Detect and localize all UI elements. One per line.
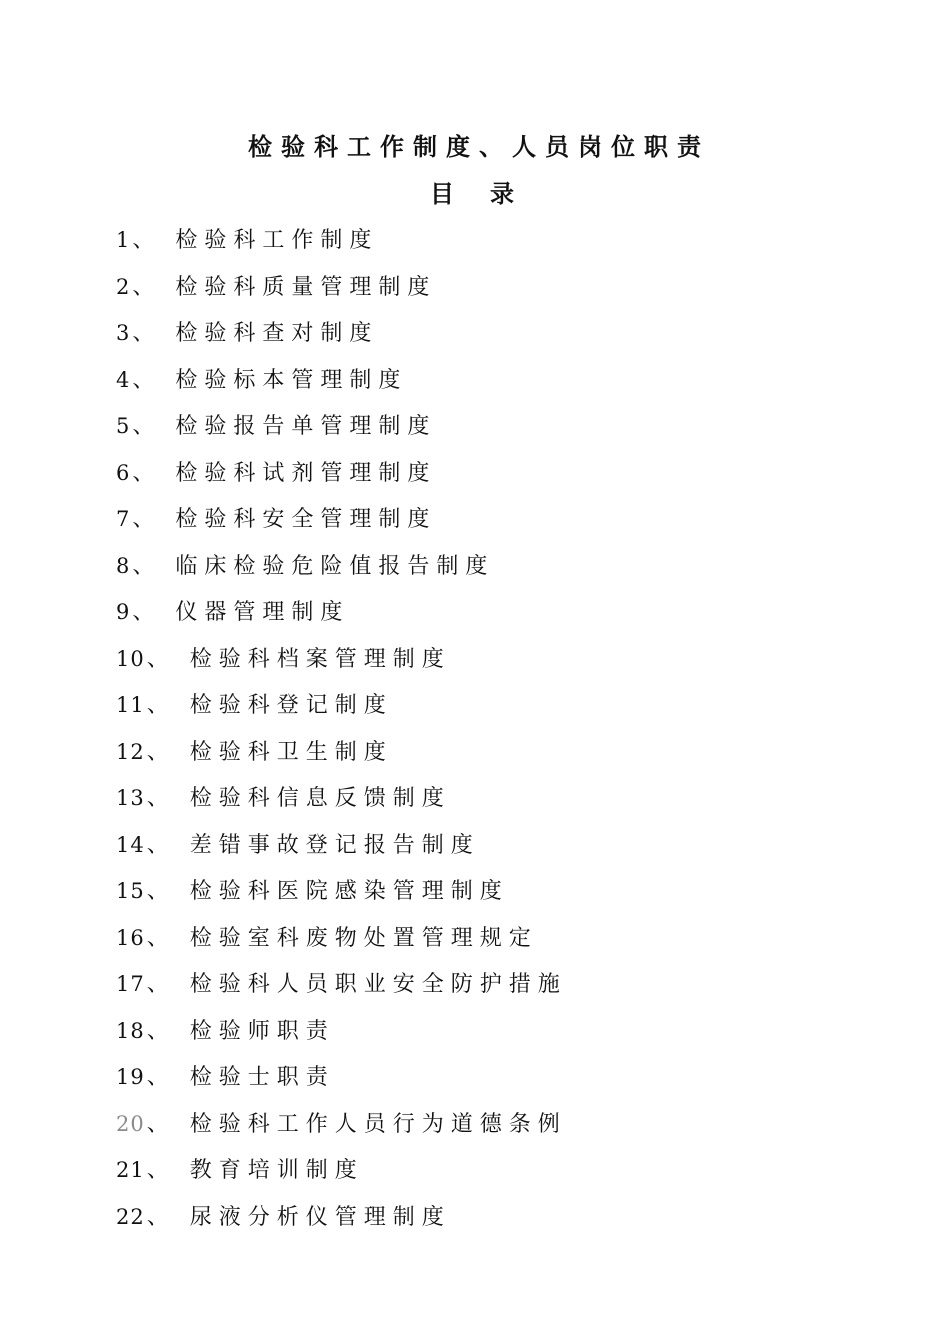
- toc-item-separator: 、: [132, 321, 162, 346]
- toc-item: [116, 313, 876, 360]
- toc-heading-left: 目: [430, 179, 454, 208]
- toc-item-number: 11: [116, 693, 145, 717]
- toc-item-number: 13: [116, 786, 145, 810]
- toc-item-separator: 、: [132, 553, 162, 579]
- toc-item-text: 检验士职责: [189, 1065, 335, 1090]
- toc-item-text: 尿液分析仪管理制度: [189, 1204, 451, 1230]
- toc-item-separator: 、: [132, 460, 162, 486]
- toc-item-number: 16: [116, 925, 145, 950]
- toc-item: [116, 592, 876, 639]
- toc-item-number: 15: [116, 879, 145, 903]
- toc-item-text: 检验科档案管理制度: [189, 646, 451, 672]
- toc-item-number: 20: [116, 1111, 145, 1136]
- toc-item-separator: 、: [146, 786, 176, 811]
- toc-item-text: 差错事故登记报告制度: [189, 832, 480, 858]
- toc-item-separator: 、: [132, 414, 162, 439]
- toc-item-separator: 、: [146, 1204, 176, 1230]
- toc-item-text: 检验科查对制度: [175, 321, 379, 346]
- toc-item-number: 22: [116, 1204, 145, 1229]
- toc-heading-right: 录: [490, 179, 514, 208]
- toc-item-text: 教育培训制度: [189, 1158, 364, 1183]
- toc-item-number: 5: [116, 414, 131, 438]
- toc-item-number: 6: [116, 460, 131, 485]
- toc-item: [116, 825, 876, 872]
- toc-item: [116, 778, 876, 825]
- document-title: 检验科工作制度、人员岗位职责: [248, 132, 710, 161]
- toc-item-number: 9: [116, 600, 131, 624]
- toc-item-number: 21: [116, 1158, 145, 1182]
- toc-item-text: 检验报告单管理制度: [175, 414, 437, 439]
- toc-item: [116, 639, 876, 686]
- toc-item: [116, 220, 876, 267]
- toc-item: [116, 1057, 876, 1104]
- toc-item: [116, 499, 876, 546]
- toc-item-text: 检验科卫生制度: [189, 739, 393, 765]
- toc-item-separator: 、: [132, 274, 162, 300]
- toc-item: [116, 918, 876, 965]
- toc-item-text: 检验标本管理制度: [175, 367, 408, 393]
- toc-item-number: 4: [116, 367, 131, 392]
- toc-item-number: 3: [116, 321, 131, 345]
- toc-item-text: 检验科登记制度: [189, 693, 393, 718]
- toc-item: [116, 964, 876, 1011]
- toc-item-separator: 、: [146, 1158, 176, 1183]
- toc-item-separator: 、: [146, 1018, 176, 1044]
- toc-item-number: 8: [116, 553, 131, 578]
- toc-item-number: 19: [116, 1065, 145, 1089]
- toc-item-separator: 、: [146, 693, 176, 718]
- toc-item-text: 检验师职责: [189, 1018, 335, 1044]
- toc-heading: [430, 176, 514, 212]
- toc-item: [116, 732, 876, 779]
- toc-item-separator: 、: [146, 879, 176, 904]
- toc-item-separator: 、: [146, 925, 176, 951]
- toc-item-text: 仪器管理制度: [175, 600, 350, 625]
- toc-item-text: 检验科工作人员行为道德条例: [189, 1111, 567, 1137]
- toc-item-number: 17: [116, 972, 145, 996]
- toc-item-number: 10: [116, 646, 145, 671]
- toc-item-separator: 、: [146, 972, 176, 997]
- toc-item-number: 18: [116, 1018, 145, 1043]
- toc-item: [116, 1197, 876, 1244]
- toc-item-text: 检验科人员职业安全防护措施: [189, 972, 567, 997]
- toc-item-text: 检验室科废物处置管理规定: [189, 925, 538, 951]
- toc-item: [116, 685, 876, 732]
- toc-item: [116, 267, 876, 314]
- toc-item-text: 检验科质量管理制度: [175, 274, 437, 300]
- toc-item-separator: 、: [132, 367, 162, 393]
- toc-item-text: 检验科安全管理制度: [175, 507, 437, 532]
- toc-item: [116, 453, 876, 500]
- toc-item: [116, 1011, 876, 1058]
- toc-item-number: 12: [116, 739, 145, 764]
- toc-item-separator: 、: [132, 600, 162, 625]
- toc-item: [116, 1150, 876, 1197]
- toc-list: [116, 220, 876, 1243]
- toc-item-separator: 、: [132, 507, 162, 532]
- toc-item: [116, 1104, 876, 1151]
- toc-item-number: 1: [116, 228, 131, 252]
- toc-item: [116, 406, 876, 453]
- toc-item-number: 2: [116, 274, 131, 299]
- toc-item-text: 检验科信息反馈制度: [189, 786, 451, 811]
- toc-item-separator: 、: [146, 739, 176, 765]
- toc-item-text: 临床检验危险值报告制度: [175, 553, 495, 579]
- toc-item-separator: 、: [146, 1065, 176, 1090]
- toc-item-separator: 、: [146, 646, 176, 672]
- toc-item-number: 7: [116, 507, 131, 531]
- toc-item-text: 检验科试剂管理制度: [175, 460, 437, 486]
- toc-item: [116, 360, 876, 407]
- toc-item-separator: 、: [132, 228, 162, 253]
- toc-item-number: 14: [116, 832, 145, 857]
- toc-item-separator: 、: [146, 1111, 176, 1137]
- toc-item: [116, 546, 876, 593]
- toc-item-text: 检验科工作制度: [175, 228, 379, 253]
- toc-item: [116, 871, 876, 918]
- toc-item-text: 检验科医院感染管理制度: [189, 879, 509, 904]
- toc-item-separator: 、: [146, 832, 176, 858]
